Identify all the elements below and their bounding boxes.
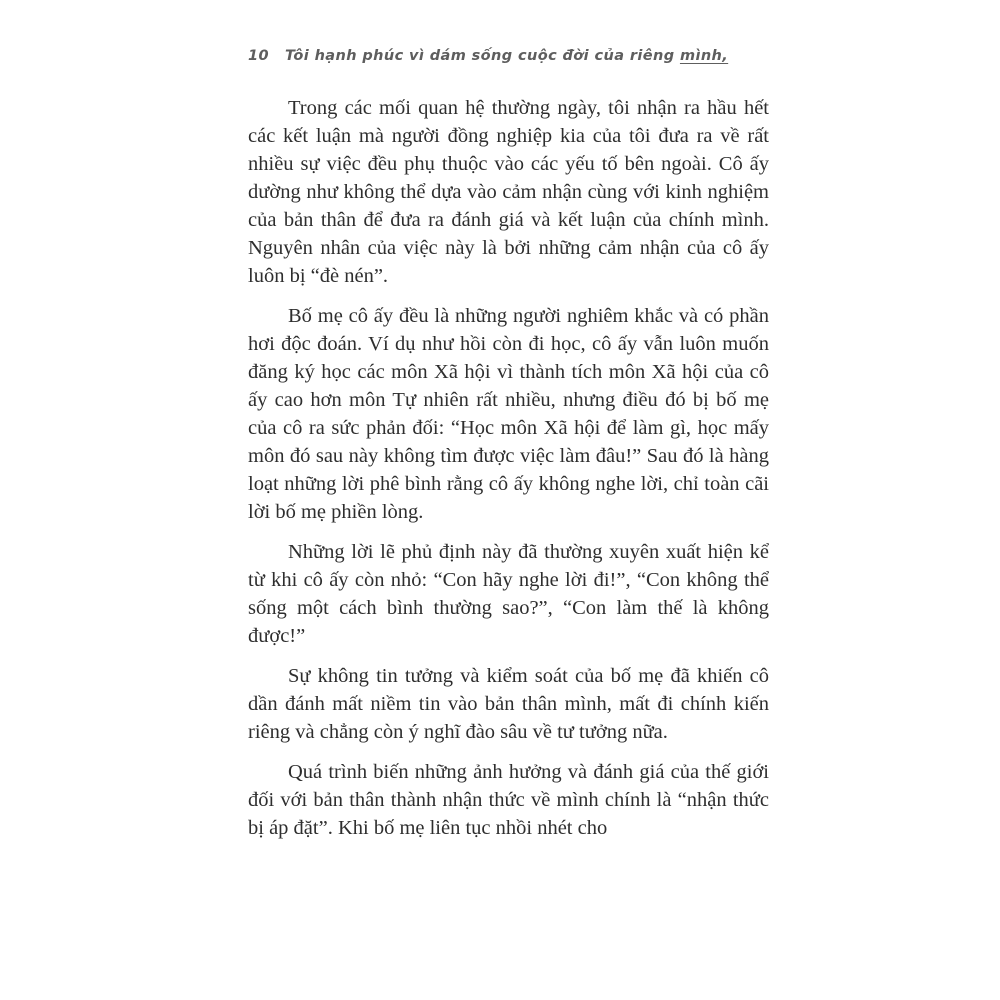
running-title-underlined-word: mình, [679,48,729,64]
paragraph-4: Sự không tin tưởng và kiểm soát của bố mẹ đã khiến cô dần đánh mất niềm tin vào bản thân mình, mất đi chính kiến riêng và chẳng còn ý nghĩ đào sâu về tư tưởng nữa. [248,665,769,743]
paragraph-2: Bố mẹ cô ấy đều là những người nghiêm khắc và có phần hơi độc đoán. Ví dụ như hồi còn đi học, cô ấy vẫn luôn muốn đăng ký học các môn Xã hội vì thành tích môn Xã hội của cô ấy cao hơn môn Tự nhiên rất nhiều, nhưng điều đó bị bố mẹ của cô ra sức phản đối: “Học môn Xã hội để làm gì, học mấy môn đó sau này không tìm được việc làm đâu!” Sau đó là hàng loạt những lời phê bình rằng cô ấy không nghe lời, chỉ toàn cãi lời bố mẹ phiền lòng. [248,305,769,523]
paragraph-1: Trong các mối quan hệ thường ngày, tôi nhận ra hầu hết các kết luận mà người đồng nghiệp kia của tôi đưa ra về rất nhiều sự việc đều phụ thuộc vào các yếu tố bên ngoài. Cô ấy dường như không thể dựa vào cảm nhận cùng với kinh nghiệm của bản thân để đưa ra đánh giá và kết luận của chính mình. Nguyên nhân của việc này là bởi những cảm nhận của cô ấy luôn bị “đè nén”. [248,97,769,287]
running-title [285,48,728,64]
paragraph-3: Những lời lẽ phủ định này đã thường xuyên xuất hiện kể từ khi cô ấy còn nhỏ: “Con hãy nghe lời đi!”, “Con không thể sống một cách bình thường sao?”, “Con làm thế là không được!” [248,541,769,647]
running-title-main: Tôi hạnh phúc vì dám sống cuộc đời của riêng [284,48,680,64]
page-body [248,94,769,842]
paragraph-5: Quá trình biến những ảnh hưởng và đánh giá của thế giới đối với bản thân thành nhận thức về mình chính là “nhận thức bị áp đặt”. Khi bố mẹ liên tục nhồi nhét cho [248,761,769,839]
running-header [248,48,728,64]
page-number: 10 [248,48,269,64]
